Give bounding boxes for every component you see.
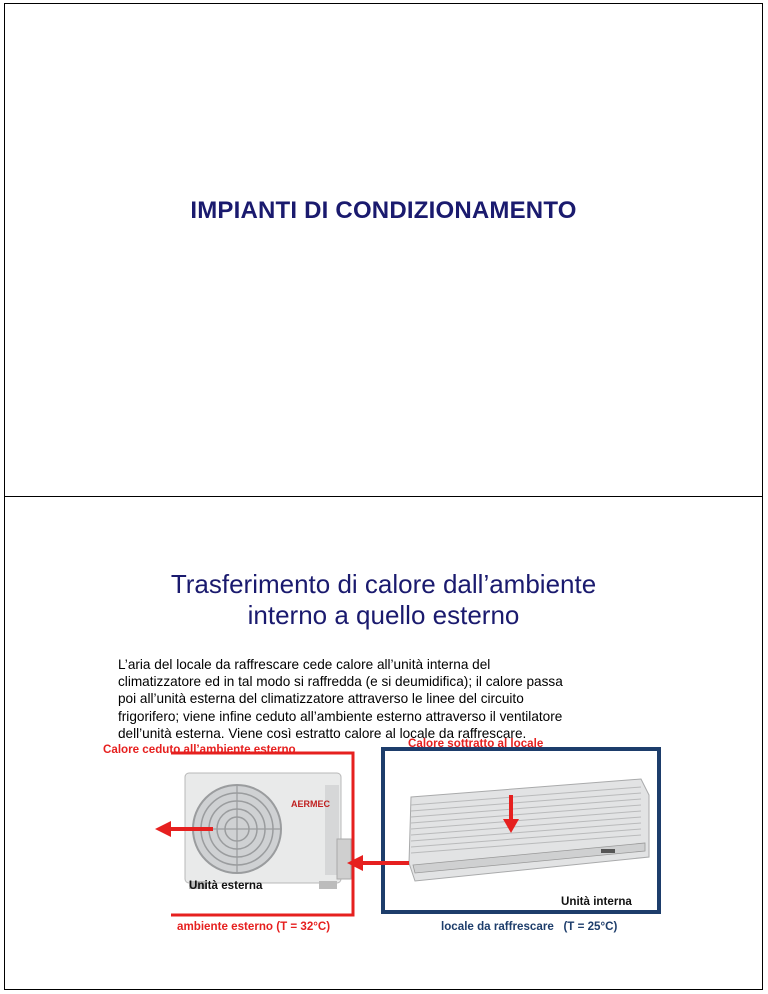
paragraph-line: poi all’unità esterna del climatizzatore attraverso le linee del circuito bbox=[118, 691, 524, 707]
label-indoor-heat: Calore sottratto al locale bbox=[408, 737, 544, 750]
slide-1 bbox=[4, 3, 763, 497]
brand-logo: AERMEC bbox=[291, 799, 331, 809]
label-outdoor-environment: ambiente esterno (T = 32°C) bbox=[177, 920, 331, 933]
label-outdoor-heat: Calore ceduto all’ambiente esterno bbox=[103, 743, 296, 756]
slide-2-paragraph bbox=[118, 656, 663, 742]
paragraph-line: L’aria del locale da raffrescare cede calore all’unità interna del bbox=[118, 657, 491, 672]
ac-diagram bbox=[93, 737, 673, 940]
label-indoor-unit: Unità interna bbox=[561, 895, 632, 908]
label-outdoor-unit: Unità esterna bbox=[189, 879, 263, 892]
paragraph-line: dell’unità esterna. Viene così estratto calore al locale da raffrescare. bbox=[118, 725, 527, 741]
ac-diagram-graphic bbox=[93, 745, 673, 940]
slide-2-title-line-2: interno a quello esterno bbox=[247, 600, 520, 630]
slide-2-title bbox=[65, 569, 702, 631]
slide-1-title: IMPIANTI DI CONDIZIONAMENTO bbox=[190, 197, 577, 224]
indoor-unit-graphic bbox=[409, 779, 649, 881]
paragraph-line: frigorifero; viene infine ceduto all’ambiente esterno attraverso il ventilatore bbox=[118, 708, 563, 724]
slide-2 bbox=[4, 496, 763, 990]
slide-2-title-line-1: Trasferimento di calore dall’ambiente bbox=[170, 569, 597, 599]
label-indoor-environment: locale da raffrescare (T = 25°C) bbox=[441, 920, 618, 933]
paragraph-line: climatizzatore ed in tal modo si raffredda (e si deumidifica); il calore passa bbox=[118, 674, 563, 690]
